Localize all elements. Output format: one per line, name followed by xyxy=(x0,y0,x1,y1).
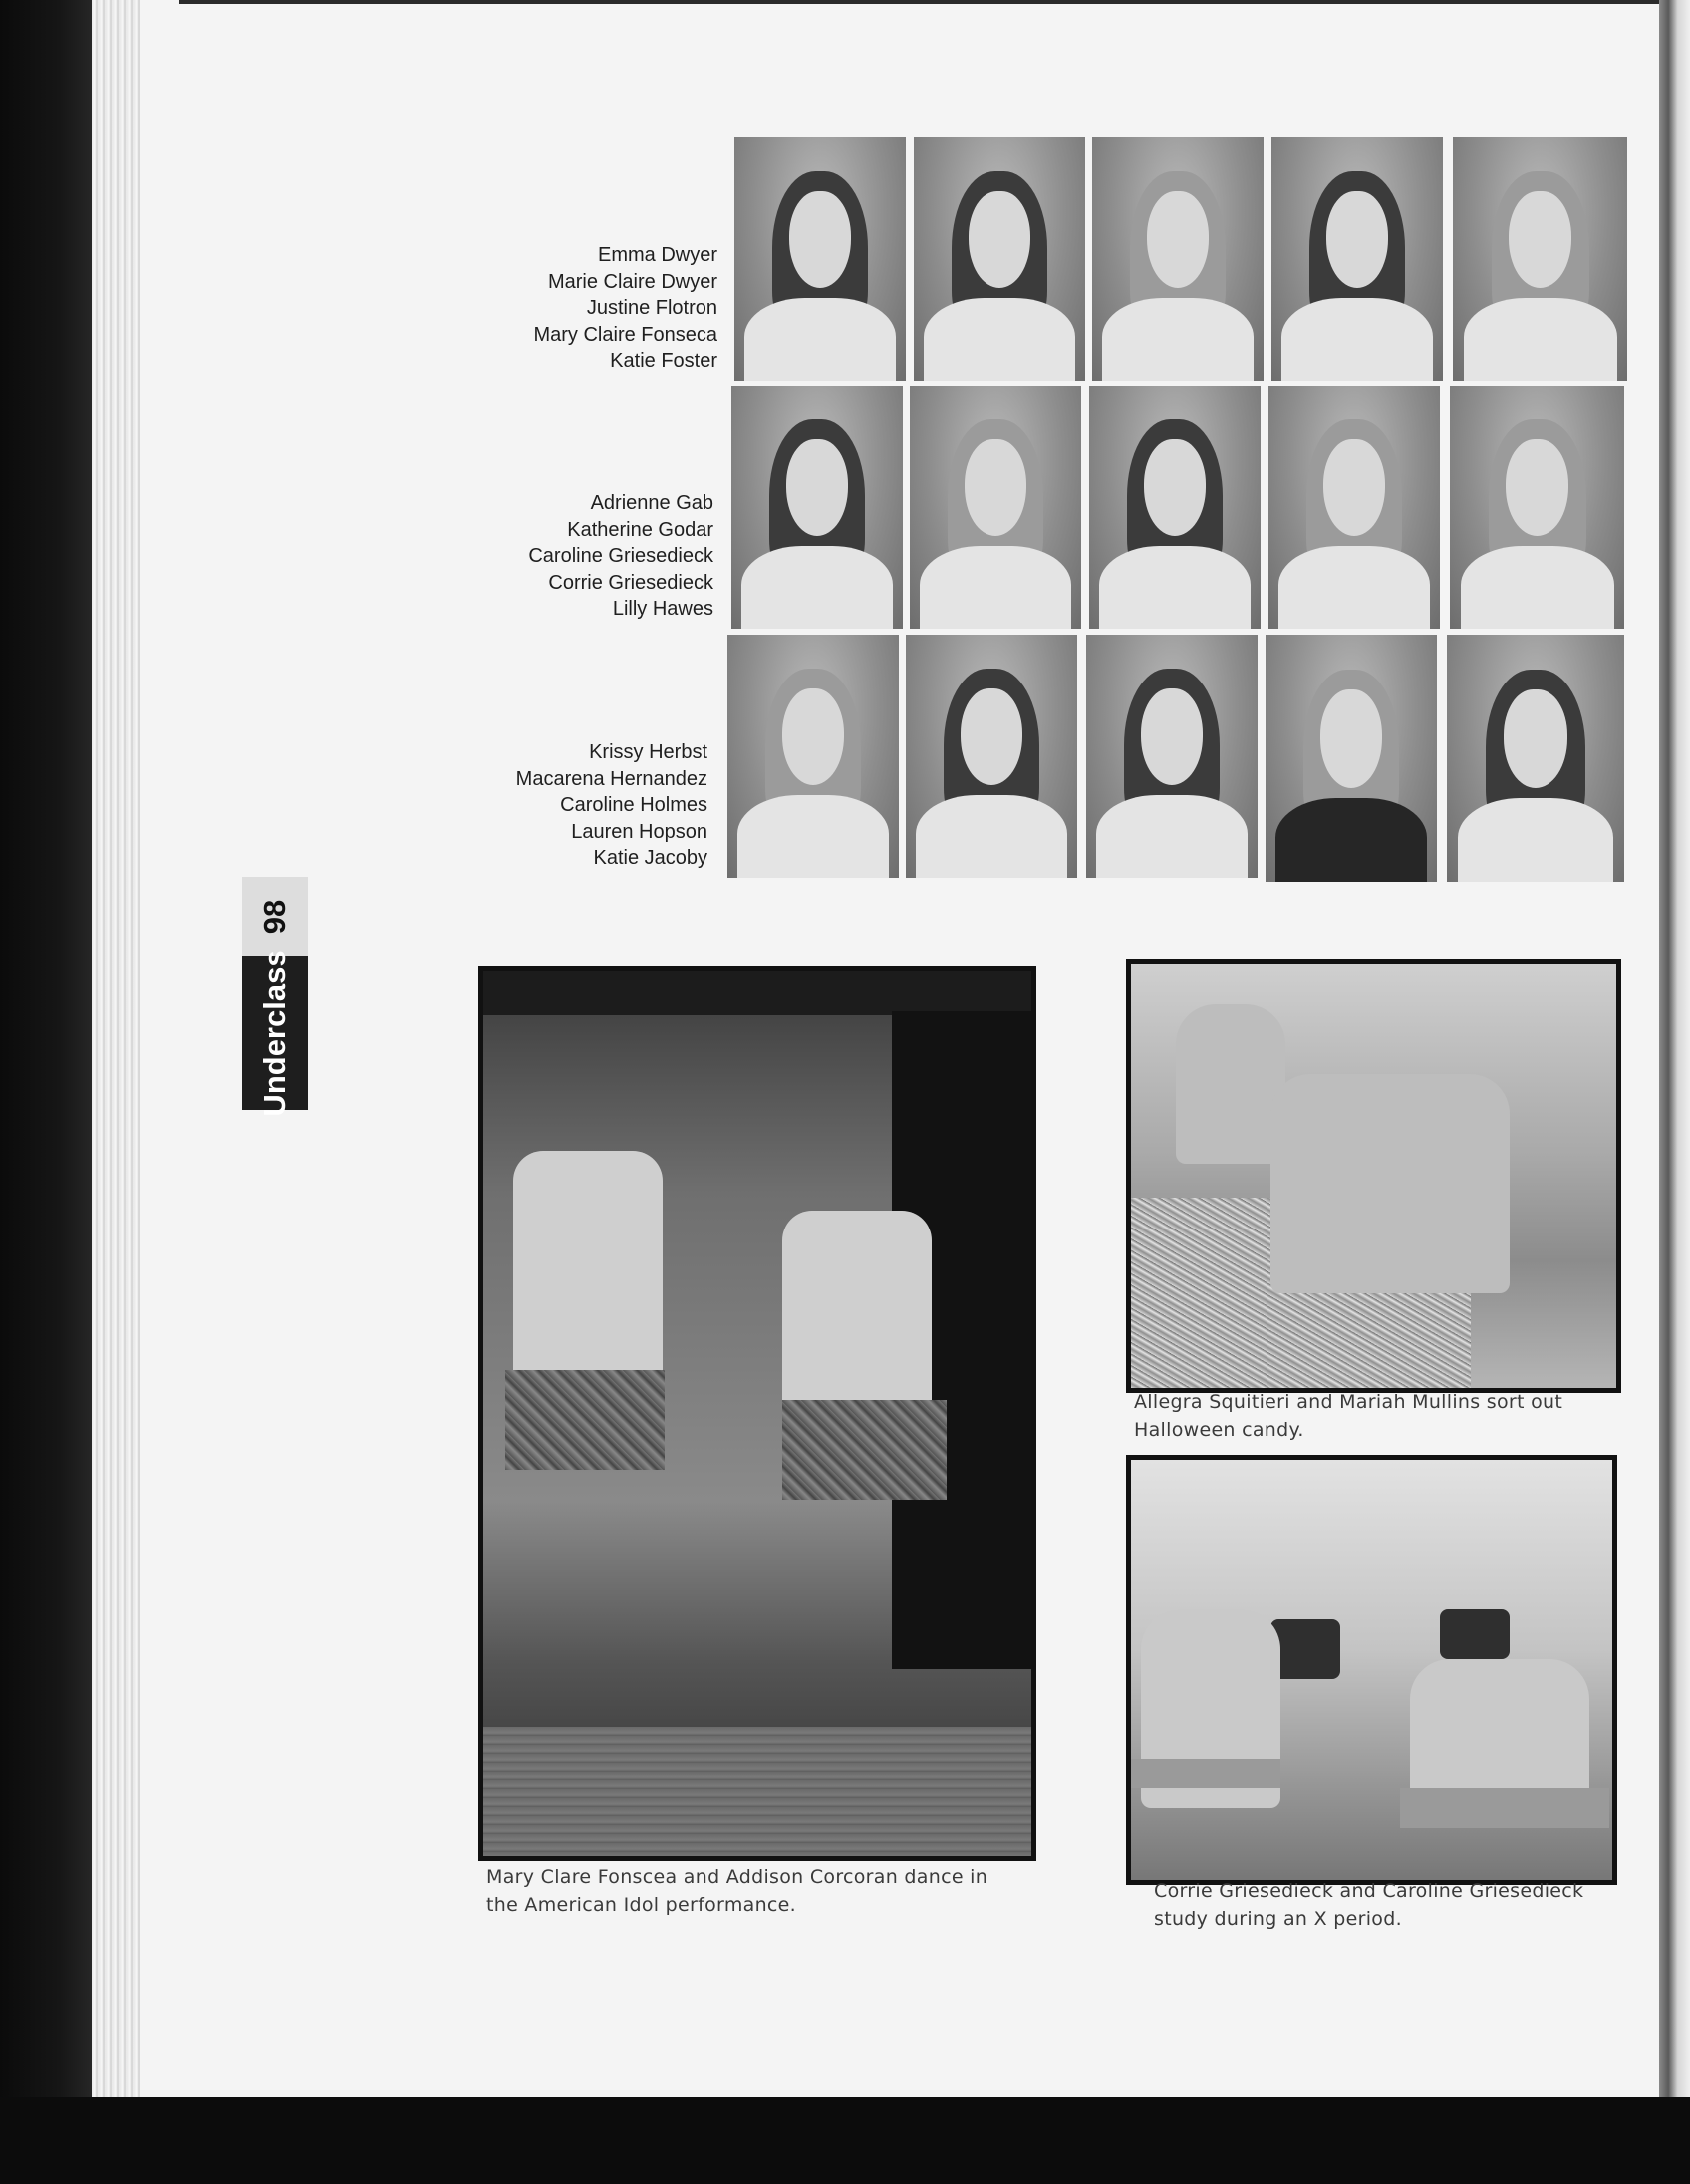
names-row-2 xyxy=(275,490,713,623)
student-name: Mary Claire Fonseca xyxy=(533,323,717,346)
student-portrait xyxy=(1271,137,1443,381)
names-row-1 xyxy=(279,242,717,375)
student-portrait xyxy=(1447,635,1624,882)
student-portrait xyxy=(1450,386,1624,629)
caption-line: the American Idol performance. xyxy=(486,1894,797,1916)
student-name: Macarena Hernandez xyxy=(515,767,707,790)
section-label: Underclass xyxy=(257,950,292,1117)
student-portrait xyxy=(1089,386,1261,629)
photo-caption xyxy=(486,1863,987,1919)
student-name: Marie Claire Dwyer xyxy=(547,270,717,293)
page-number-box xyxy=(242,877,308,956)
scan-border-bottom xyxy=(0,2097,1690,2184)
photo-caption xyxy=(1154,1877,1583,1933)
student-name: Caroline Griesedieck xyxy=(528,545,713,567)
student-portrait xyxy=(731,386,903,629)
student-name: Katherine Godar xyxy=(567,518,713,541)
caption-line: Corrie Griesedieck and Caroline Griesedieck xyxy=(1154,1880,1584,1902)
study-period-photo xyxy=(1126,1455,1617,1885)
halloween-candy-photo xyxy=(1126,959,1621,1393)
student-name: Adrienne Gab xyxy=(590,492,713,514)
page-edges xyxy=(92,0,141,2097)
student-name: Katie Jacoby xyxy=(593,847,707,869)
student-name: Emma Dwyer xyxy=(597,244,717,266)
student-portrait xyxy=(910,386,1081,629)
student-name: Corrie Griesedieck xyxy=(548,571,713,594)
student-name: Justine Flotron xyxy=(586,297,717,319)
page-number: 98 xyxy=(257,899,292,935)
student-portrait xyxy=(1086,635,1258,878)
student-name: Lilly Hawes xyxy=(612,598,713,620)
student-name: Katie Foster xyxy=(610,350,717,372)
caption-line: Mary Clare Fonscea and Addison Corcoran dance in xyxy=(486,1866,988,1888)
names-row-3 xyxy=(269,739,707,872)
student-portrait xyxy=(1266,635,1437,882)
page-top-edge xyxy=(179,0,1659,4)
student-name: Lauren Hopson xyxy=(571,820,707,843)
student-portrait xyxy=(914,137,1085,381)
student-portrait xyxy=(906,635,1077,878)
student-portrait xyxy=(734,137,906,381)
student-name: Caroline Holmes xyxy=(560,794,707,816)
caption-line: Halloween candy. xyxy=(1134,1419,1304,1441)
student-portrait xyxy=(727,635,899,878)
dance-performance-photo xyxy=(478,966,1036,1861)
book-gutter xyxy=(1659,0,1690,2184)
caption-line: study during an X period. xyxy=(1154,1908,1402,1930)
student-name: Krissy Herbst xyxy=(589,741,707,763)
photo-caption xyxy=(1134,1388,1562,1444)
scan-border-left xyxy=(0,0,100,2184)
student-portrait xyxy=(1268,386,1440,629)
student-portrait xyxy=(1092,137,1264,381)
caption-line: Allegra Squitieri and Mariah Mullins sort out xyxy=(1134,1391,1563,1413)
student-portrait xyxy=(1453,137,1627,381)
